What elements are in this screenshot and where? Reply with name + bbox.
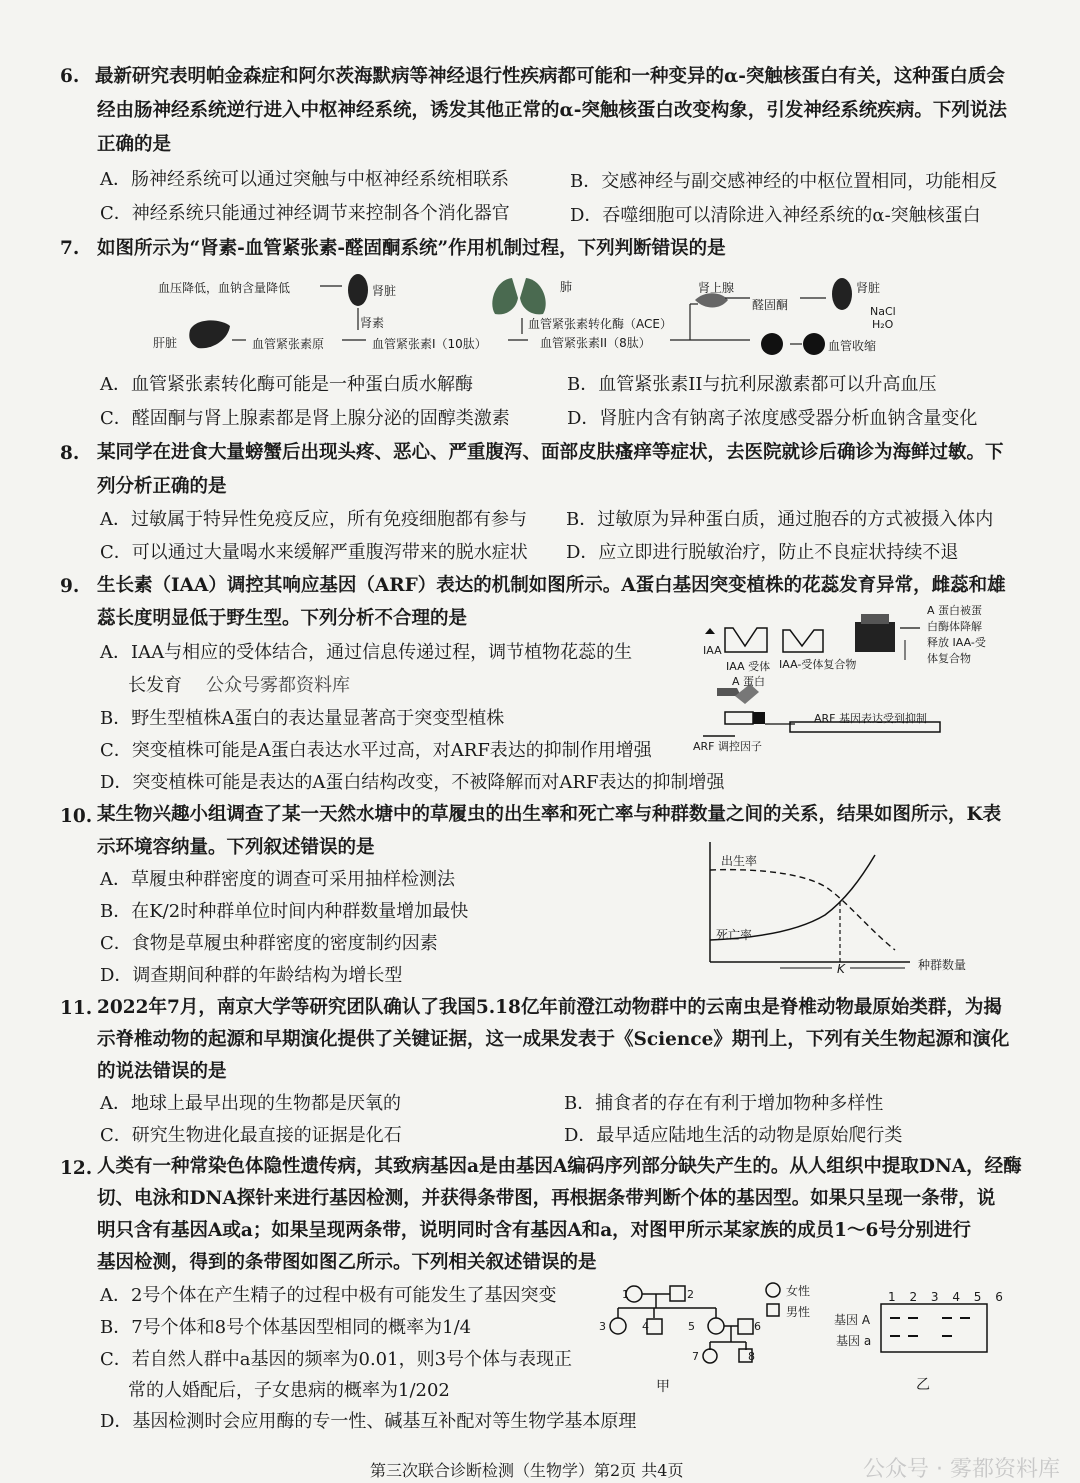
- q9-option-b: B．野生型植株A蛋白的表达量显著高于突变型植株: [100, 708, 505, 729]
- q8-option-d: D．应立即进行脱敏治疗，防止不良症状持续不退: [566, 542, 959, 563]
- ped-3: 3: [599, 1320, 606, 1333]
- kidney-icon-2: [832, 278, 852, 310]
- q11-option-b: B．捕食者的存在有利于增加物种多样性: [564, 1093, 884, 1114]
- raas-label-nacl: NaCl: [870, 305, 896, 318]
- raas-label-liver: 肝脏: [153, 336, 178, 350]
- q6-option-d: D．吞噬细胞可以清除进入神经系统的α-突触核蛋白: [570, 205, 981, 226]
- death-rate-label: 死亡率: [716, 928, 753, 942]
- q7-option-d: D．肾脏内含有钠离子浓度感受器分析血钠含量变化: [567, 408, 978, 429]
- liver-icon: [189, 320, 230, 348]
- q12-option-a: A．2号个体在产生精子的过程中极有可能发生了基因突变: [100, 1285, 557, 1306]
- q11-stem-1: 2022年7月，南京大学等研究团队确认了我国5.18亿年前澄江动物群中的云南虫是脊椎动物最原始类群，为揭: [97, 997, 1002, 1018]
- population-axis-label: 种群数量: [918, 958, 967, 972]
- band-gene-a-recessive-label: 基因 a: [836, 1334, 872, 1348]
- raas-label-renin: 肾素: [360, 316, 385, 330]
- raas-label-adrenal: 肾上腺: [698, 281, 735, 295]
- ped-5: 5: [688, 1320, 695, 1333]
- ped-1: 1: [622, 1288, 629, 1301]
- q12-stem-4: 基因检测，得到的条带图如图乙所示。下列相关叙述错误的是: [97, 1252, 597, 1273]
- pedigree-caption: 甲: [656, 1379, 670, 1395]
- q12-option-b: B．7号个体和8号个体基因型相同的概率为1/4: [100, 1317, 472, 1338]
- q11-stem-3: 的说法错误的是: [97, 1061, 227, 1082]
- legend-male: 男性: [786, 1305, 811, 1319]
- arf-factor-label: ARF 调控因子: [693, 740, 762, 753]
- q7-option-a: A．血管紧张素转化酶可能是一种蛋白质水解酶: [100, 374, 473, 395]
- band-lane-numbers: 1 2 3 4 5 6: [888, 1290, 1008, 1304]
- raas-label-ang2: 血管紧张素II（8肽）: [540, 336, 651, 350]
- iaa-receptor-label: IAA 受体: [726, 660, 771, 673]
- q9-watermark: 公众号雾都资料库: [206, 675, 350, 696]
- q6-option-c: C．神经系统只能通过神经调节来控制各个消化器官: [100, 203, 510, 224]
- q11-stem-2: 示脊椎动物的起源和早期演化提供了关键证据，这一成果发表于《Science》期刊上，下列有关生物起源和演化: [97, 1029, 1010, 1050]
- q11-option-d: D．最早适应陆地生活的动物是原始爬行类: [564, 1125, 903, 1146]
- page-footer: 第三次联合诊断检测（生物学）第2页 共4页: [370, 1461, 684, 1480]
- iaa-note-4: 体复合物: [927, 652, 971, 665]
- q7-option-c: C．醛固酮与肾上腺素都是肾上腺分泌的固醇类激素: [100, 408, 510, 429]
- q9-option-c: C．突变植株可能是A蛋白表达水平过高，对ARF表达的抑制作用增强: [100, 740, 652, 761]
- raas-label-angiotensinogen: 血管紧张素原: [252, 337, 325, 351]
- raas-label-aldosterone: 醛固酮: [752, 298, 789, 312]
- q8-option-b: B．过敏原为异种蛋白质，通过胞吞的方式被摄入体内: [566, 509, 994, 530]
- q9-number: 9.: [60, 576, 80, 597]
- iaa-label: IAA: [703, 644, 722, 657]
- q10-option-c: C．食物是草履虫种群密度的密度制约因素: [100, 933, 438, 954]
- a-protein-label: A 蛋白: [732, 675, 766, 688]
- q12-option-d: D．基因检测时会应用酶的专一性、碱基互补配对等生物学基本原理: [100, 1411, 637, 1432]
- q12-option-c-cont: 常的人婚配后，子女患病的概率为1/202: [128, 1380, 450, 1401]
- iaa-note-1: A 蛋白被蛋: [927, 604, 983, 617]
- pedigree-legend: [764, 1282, 784, 1322]
- iaa-note-3: 释放 IAA-受: [927, 636, 986, 649]
- ped-6: 6: [754, 1320, 761, 1333]
- raas-label-vasoconstriction: 血管收缩: [828, 339, 877, 353]
- band-gene-a-label: 基因 A: [834, 1313, 871, 1327]
- q11-number: 11.: [60, 998, 93, 1019]
- kidney-icon: [348, 274, 368, 306]
- legend-female: 女性: [786, 1284, 811, 1298]
- iaa-note-2: 白酶体降解: [927, 620, 982, 633]
- band-gel: [880, 1303, 990, 1355]
- ped-7: 7: [692, 1350, 699, 1363]
- q6-stem-1: 最新研究表明帕金森症和阿尔茨海默病等神经退行性疾病都可能和一种变异的α-突触核蛋白有关，这种蛋白质会: [95, 66, 1005, 87]
- raas-label-h2o: H₂O: [872, 318, 894, 331]
- q10-option-a: A．草履虫种群密度的调查可采用抽样检测法: [100, 869, 455, 890]
- q6-number: 6.: [60, 66, 80, 87]
- raas-label-lung: 肺: [560, 280, 573, 294]
- q11-option-a: A．地球上最早出现的生物都是厌氧的: [100, 1093, 401, 1114]
- q9-stem-1: 生长素（IAA）调控其响应基因（ARF）表达的机制如图所示。A蛋白基因突变植株的花蕊发育异常，雌蕊和雄: [97, 575, 1006, 596]
- q9-option-a: A．IAA与相应的受体结合，通过信息传递过程，调节植物花蕊的生: [100, 642, 633, 663]
- arf-inhibit-label: ARF 基因表达受到抑制: [814, 712, 927, 725]
- q8-option-a: A．过敏属于特异性免疫反应，所有免疫细胞都有参与: [100, 509, 527, 530]
- watermark: 公众号 · 雾都资料库: [863, 1457, 1060, 1482]
- iaa-complex-label: IAA-受体复合物: [779, 658, 857, 671]
- q10-stem-2: 示环境容纳量。下列叙述错误的是: [97, 837, 375, 858]
- q9-stem-2: 蕊长度明显低于野生型。下列分析不合理的是: [97, 608, 468, 629]
- q6-stem-2: 经由肠神经系统逆行进入中枢神经系统，诱发其他正常的α-突触核蛋白改变构象，引发神经系统疾病。下列说法: [97, 100, 1007, 121]
- q10-number: 10.: [60, 806, 93, 827]
- ped-8: 8: [748, 1350, 755, 1363]
- q6-option-a: A．肠神经系统可以通过突触与中枢神经系统相联系: [100, 169, 509, 190]
- q11-option-c: C．研究生物进化最直接的证据是化石: [100, 1125, 402, 1146]
- birth-rate-label: 出生率: [721, 854, 758, 868]
- q12-number: 12.: [60, 1158, 93, 1179]
- q10-stem-1: 某生物兴趣小组调查了某一天然水塘中的草履虫的出生率和死亡率与种群数量之间的关系，结果如图所示，K表: [97, 804, 1002, 825]
- q9-option-a-cont: 长发育: [128, 675, 182, 696]
- q12-stem-2: 切、电泳和DNA探针来进行基因检测，并获得条带图，再根据条带判断个体的基因型。如果只呈现一条带，说: [97, 1188, 996, 1209]
- q8-stem-1: 某同学在进食大量螃蟹后出现头疼、恶心、严重腹泻、面部皮肤瘙痒等症状，去医院就诊后确诊为海鲜过敏。下: [97, 442, 1004, 463]
- ped-2: 2: [687, 1288, 694, 1301]
- raas-label-kidney: 肾脏: [372, 284, 397, 298]
- q7-number: 7.: [60, 238, 80, 259]
- q7-stem: 如图所示为“肾素-血管紧张素-醛固酮系统”作用机制过程，下列判断错误的是: [97, 238, 726, 259]
- q10-option-d: D．调查期间种群的年龄结构为增长型: [100, 965, 403, 986]
- band-caption: 乙: [916, 1377, 930, 1393]
- q6-stem-3: 正确的是: [97, 134, 172, 155]
- ped-4: 4: [642, 1320, 649, 1333]
- q7-option-b: B．血管紧张素II与抗利尿激素都可以升高血压: [567, 374, 937, 395]
- q8-number: 8.: [60, 443, 80, 464]
- q6-option-b: B．交感神经与副交感神经的中枢位置相同，功能相反: [570, 171, 998, 192]
- raas-label-ace: 血管紧张素转化酶（ACE）: [528, 317, 672, 331]
- q8-stem-2: 列分析正确的是: [97, 476, 227, 497]
- raas-label-ang1: 血管紧张素I（10肽）: [372, 337, 487, 351]
- raas-label-kidney2: 肾脏: [856, 281, 881, 295]
- q12-option-c: C．若自然人群中a基因的频率为0.01，则3号个体与表现正: [100, 1349, 573, 1370]
- q12-stem-1: 人类有一种常染色体隐性遗传病，其致病基因a是由基因A编码序列部分缺失产生的。从人组织中提取DNA，经酶: [97, 1156, 1022, 1177]
- raas-label-trigger: 血压降低，血钠含量降低: [158, 281, 291, 295]
- q8-option-c: C．可以通过大量喝水来缓解严重腹泻带来的脱水症状: [100, 542, 528, 563]
- k-label: K: [837, 962, 845, 976]
- lung-icon: [492, 278, 545, 314]
- q12-stem-3: 明只含有基因A或a；如果呈现两条带，说明同时含有基因A和a，对图甲所示某家族的成员1～6号分别进行: [97, 1220, 971, 1241]
- q10-option-b: B．在K/2时种群单位时间内种群数量增加最快: [100, 901, 469, 922]
- q9-option-d: D．突变植株可能是表达的A蛋白结构改变，不被降解而对ARF表达的抑制增强: [100, 772, 725, 793]
